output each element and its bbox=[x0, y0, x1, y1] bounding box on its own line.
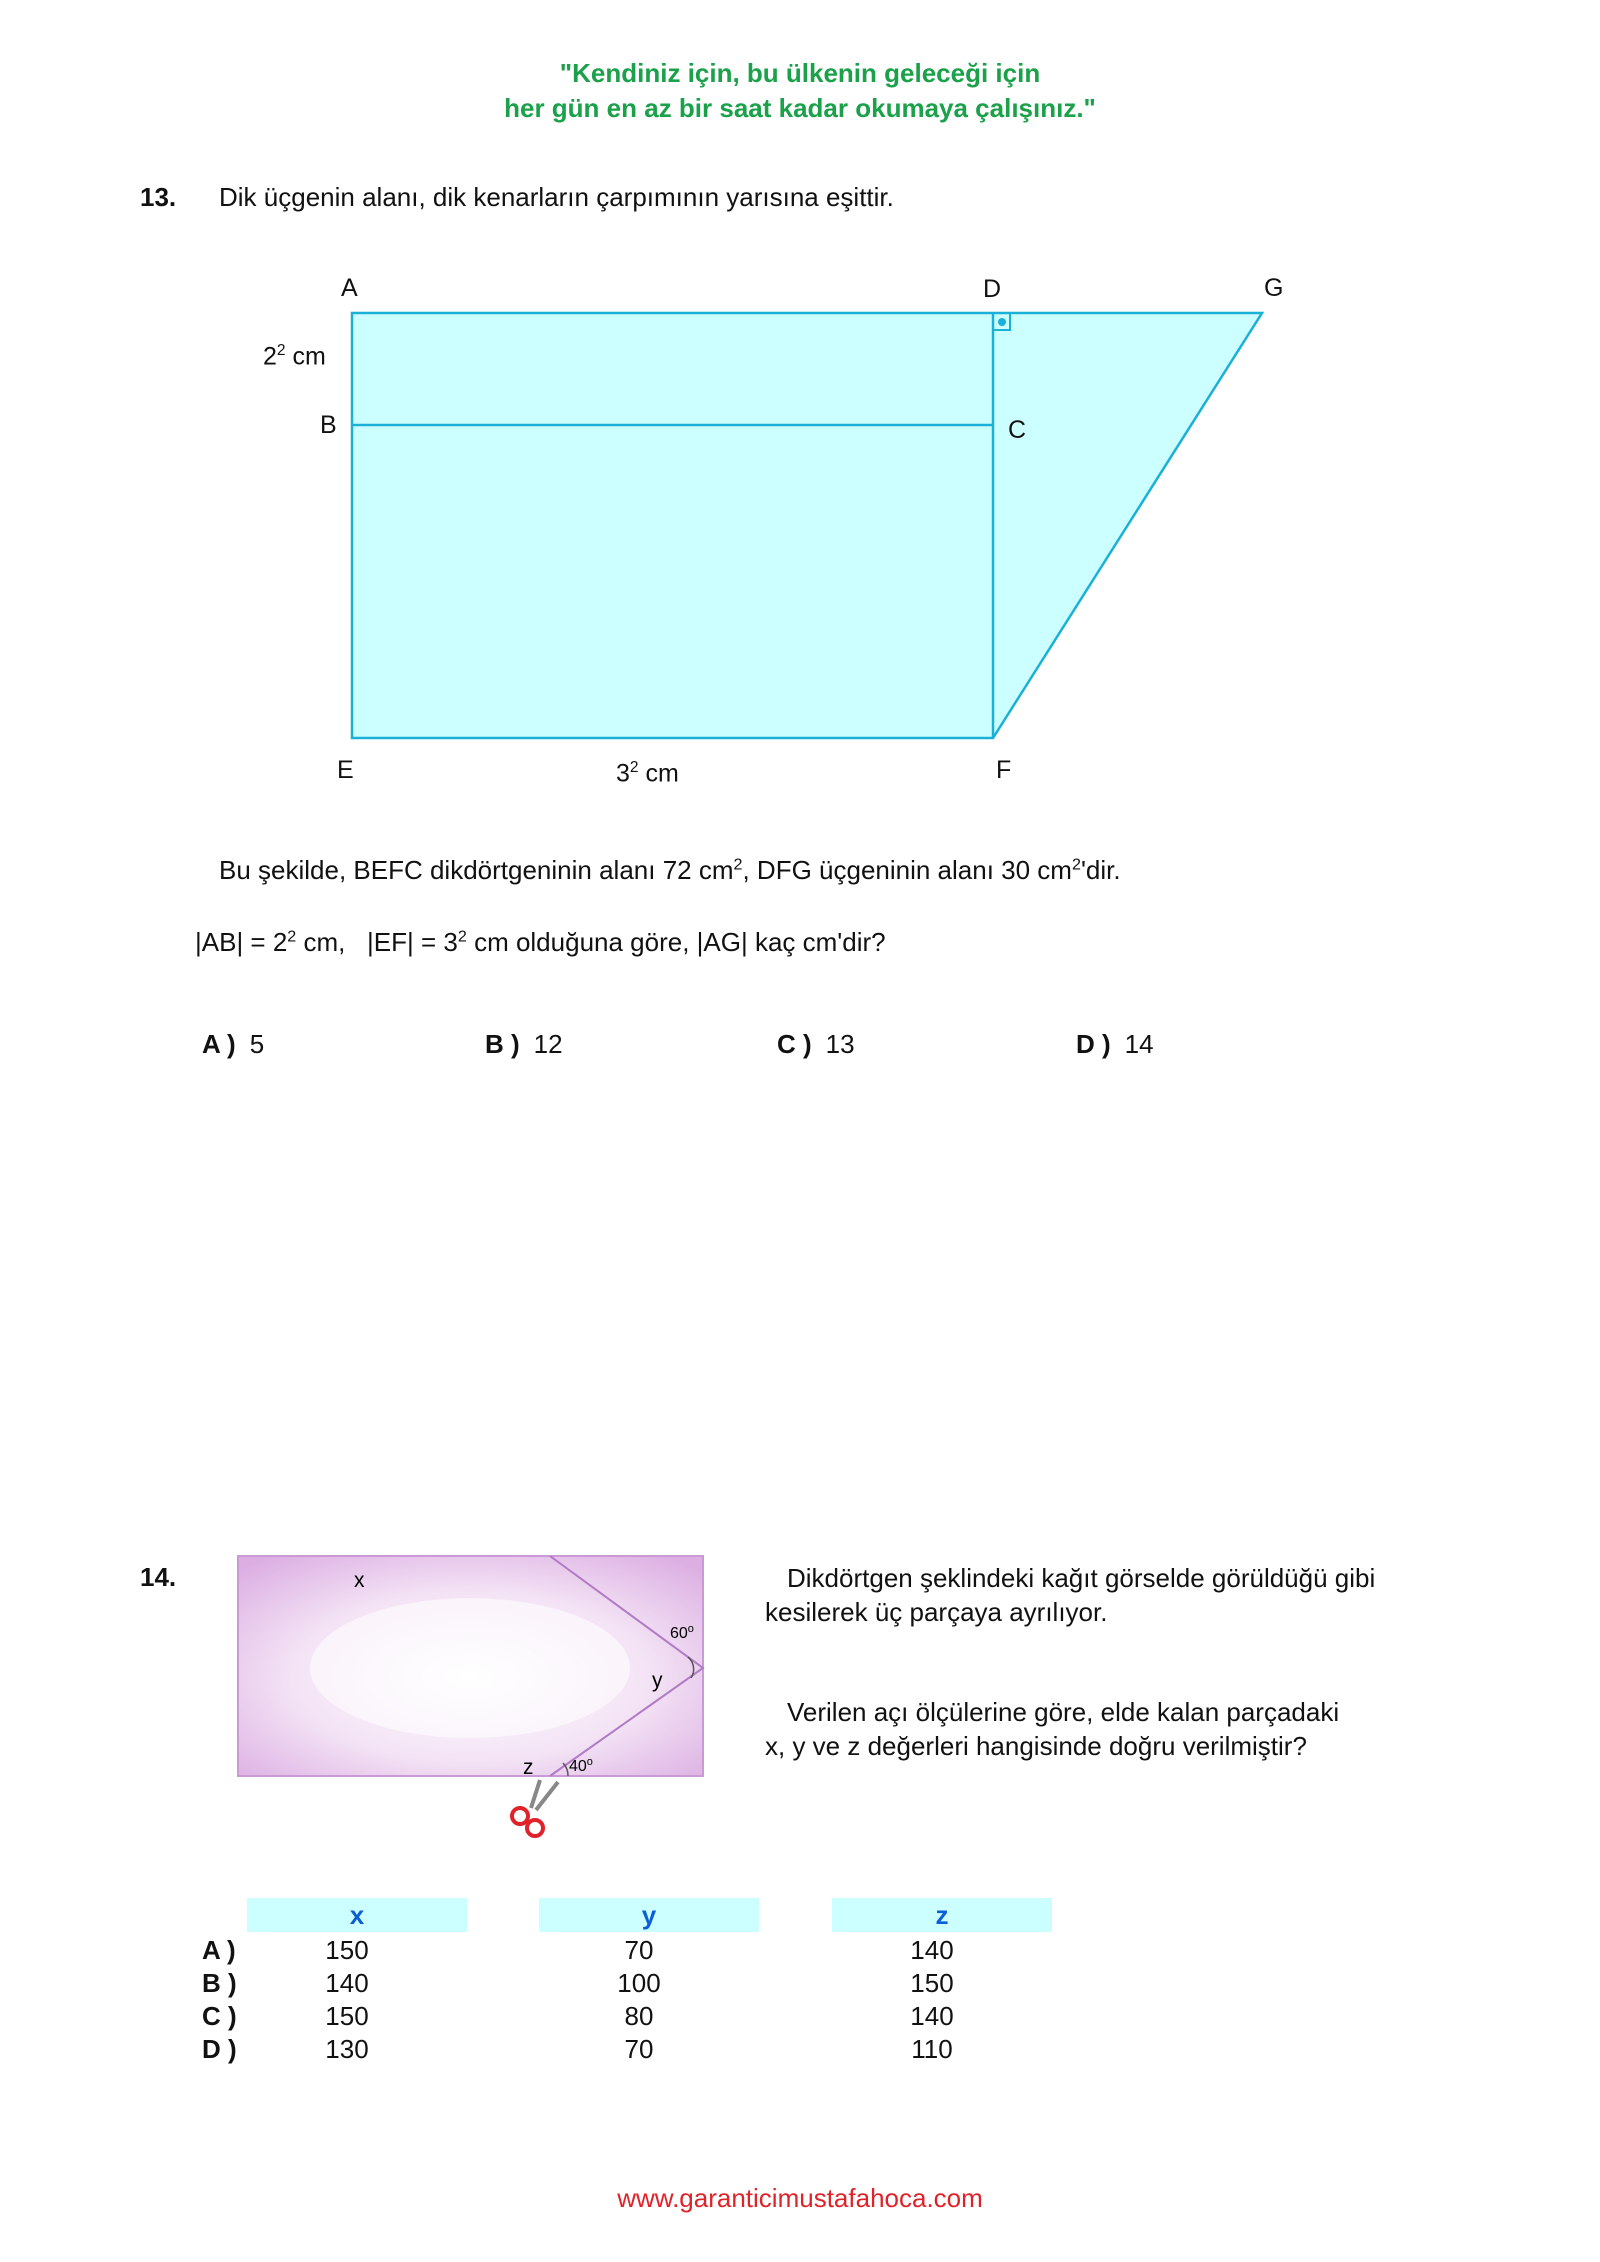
table-header-x: x bbox=[247, 1898, 467, 1932]
motto-line-1: "Kendiniz için, bu ülkenin geleceği için bbox=[559, 58, 1041, 88]
row-label: D ) bbox=[202, 2034, 237, 2064]
question-14-text-1b: kesilerek üç parçaya ayrılıyor. bbox=[765, 1597, 1108, 1627]
cell-z: 140 bbox=[910, 2001, 954, 2031]
cell-x: 140 bbox=[325, 1968, 369, 1998]
cell-y: 70 bbox=[624, 1935, 654, 1965]
point-label-b: B bbox=[320, 411, 337, 439]
point-label-d: D bbox=[983, 275, 1002, 303]
option-c[interactable]: C ) 13 bbox=[777, 1029, 855, 1059]
question-14-number: 14. bbox=[140, 1562, 177, 1592]
question-14-text-2a: Verilen açı ölçülerine göre, elde kalan parçadaki bbox=[787, 1697, 1340, 1727]
row-label: C ) bbox=[202, 2001, 237, 2031]
row-label: B ) bbox=[202, 1968, 237, 1998]
cell-x: 130 bbox=[325, 2034, 369, 2064]
point-label-e: E bbox=[337, 756, 354, 784]
question-13-figure bbox=[0, 0, 1600, 820]
point-label-f: F bbox=[996, 756, 1012, 784]
question-13-prompt: $|AB| = 2^2$ cm, $|EF| = 3^2$ cm olduğuna göre, |AG| kaç cm'dir? bbox=[195, 927, 886, 957]
cell-z: 150 bbox=[910, 1968, 954, 1998]
right-angle-dot bbox=[998, 318, 1006, 326]
figure-shape bbox=[352, 313, 1262, 738]
table-header-z: z bbox=[832, 1898, 1052, 1932]
length-label-ab: $2^2$ cm bbox=[263, 342, 326, 371]
question-13-statement: Bu şekilde, BEFC dikdörtgeninin alanı 72 $cm^2$, DFG üçgeninin alanı 30 $cm^2'dir$. bbox=[219, 855, 1121, 885]
question-14-figure bbox=[230, 1548, 730, 1848]
point-label-c: C bbox=[1008, 416, 1027, 444]
cell-z: 140 bbox=[910, 1935, 954, 1965]
point-label-g: G bbox=[1264, 274, 1284, 302]
cell-y: 70 bbox=[624, 2034, 654, 2064]
length-label-ef: $3^2$ cm bbox=[616, 759, 679, 788]
question-14-text-1a: Dikdörtgen şeklindeki kağıt görselde görüldüğü gibi bbox=[787, 1563, 1376, 1593]
label-z: z bbox=[523, 1756, 534, 1779]
label-y: y bbox=[652, 1669, 663, 1692]
table-header-y: y bbox=[539, 1898, 759, 1932]
scissors-icon bbox=[512, 1780, 558, 1836]
cell-x: 150 bbox=[325, 1935, 369, 1965]
motto-line-2: her gün en az bir saat kadar okumaya çalışınız." bbox=[504, 93, 1096, 123]
cell-y: 80 bbox=[624, 2001, 654, 2031]
question-13-number: 13. bbox=[140, 182, 177, 212]
option-d[interactable]: D ) 14 bbox=[1076, 1029, 1154, 1059]
option-a[interactable]: A ) 5 bbox=[202, 1029, 265, 1059]
label-x: x bbox=[354, 1569, 365, 1592]
row-label: A ) bbox=[202, 1935, 236, 1965]
question-14-text-2b: x, y ve z değerleri hangisinde doğru verilmiştir? bbox=[765, 1731, 1307, 1761]
angle-label-60: 60$^o$ bbox=[670, 1623, 694, 1642]
cell-z: 110 bbox=[911, 2034, 953, 2064]
cell-y: 100 bbox=[617, 1968, 661, 1998]
option-b[interactable]: B ) 12 bbox=[485, 1029, 563, 1059]
point-label-a: A bbox=[341, 274, 358, 302]
angle-label-40: 40$^o$ bbox=[569, 1756, 593, 1775]
cell-x: 150 bbox=[325, 2001, 369, 2031]
question-13-intro: Dik üçgenin alanı, dik kenarların çarpımının yarısına eşittir. bbox=[219, 182, 894, 212]
footer-url[interactable]: www.garanticimustafahoca.com bbox=[617, 2183, 983, 2213]
